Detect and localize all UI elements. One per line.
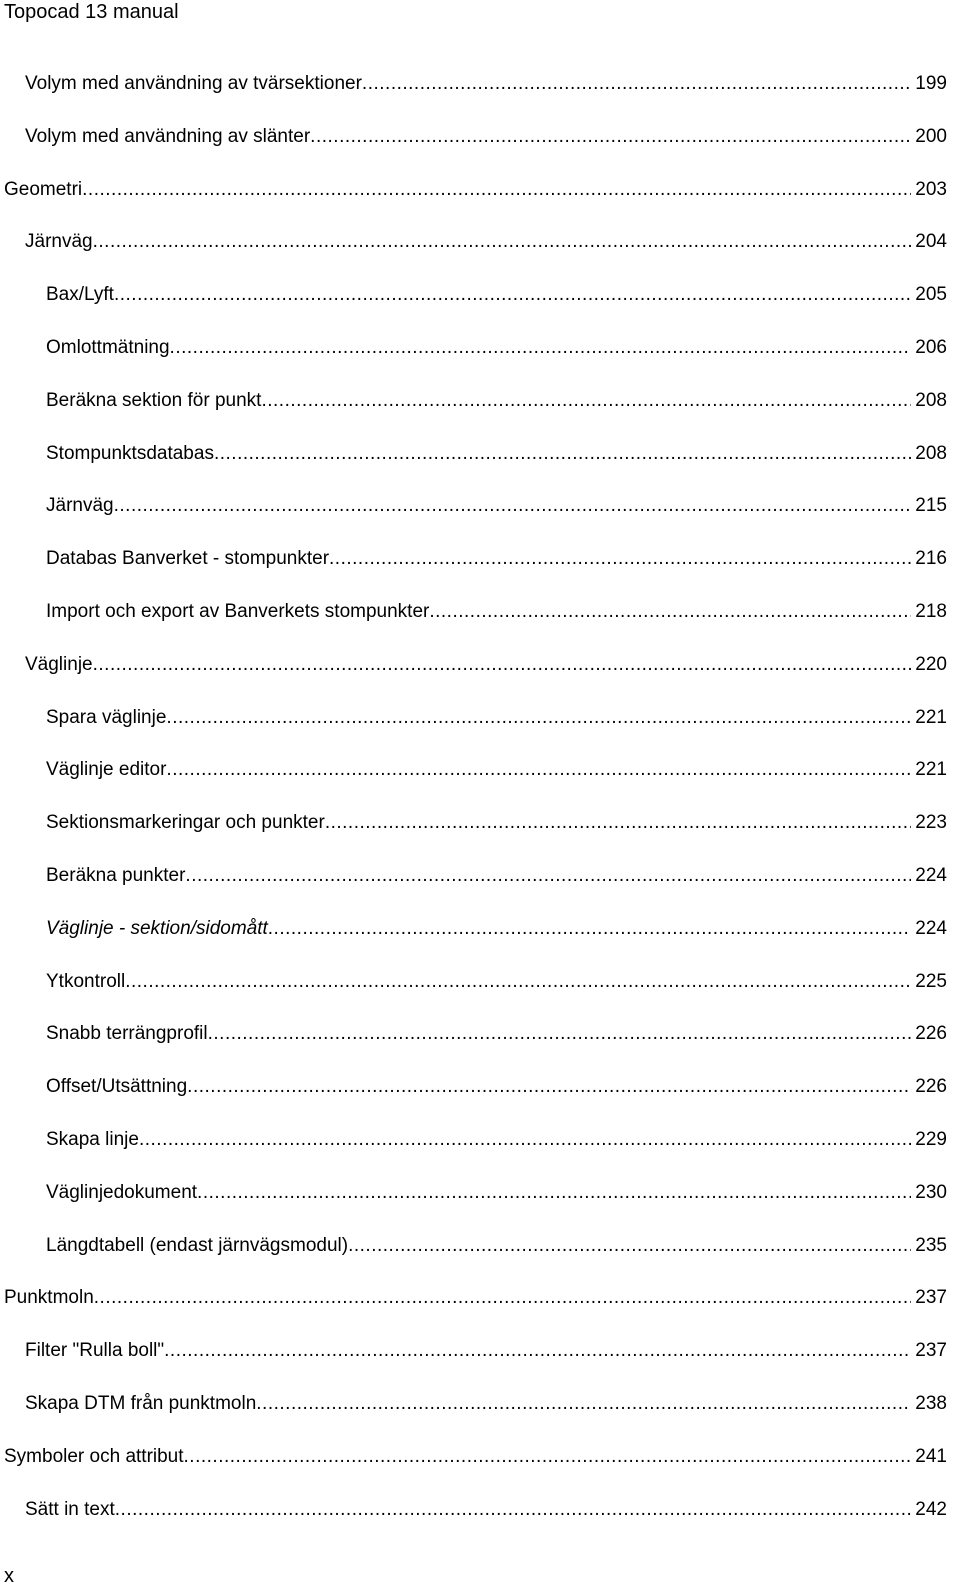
toc-entry-title: Sektionsmarkeringar och punkter [46, 812, 325, 833]
toc-entry[interactable] [46, 915, 947, 943]
toc-entry-title: Volym med användning av tvärsektioner [25, 73, 362, 94]
toc-entry-title: Omlottmätning [46, 337, 170, 358]
toc-entry[interactable] [46, 1020, 947, 1048]
toc-entry[interactable] [46, 862, 947, 890]
toc-entry-title: Väglinjedokument [46, 1182, 198, 1203]
toc-entry-page-number: 218 [915, 601, 947, 622]
toc-entry[interactable] [46, 440, 947, 468]
toc-entry-title: Väglinje editor [46, 759, 167, 780]
toc-entry-title: Skapa DTM från punktmoln [25, 1393, 257, 1414]
toc-entry[interactable] [25, 1390, 947, 1418]
toc-entry-page-number: 216 [915, 548, 947, 569]
toc-entry[interactable] [46, 598, 947, 626]
toc-entry-title: Volym med användning av slänter [25, 126, 311, 147]
toc-entry[interactable] [46, 1073, 947, 1101]
toc-entry-title: Beräkna punkter [46, 865, 186, 886]
toc-entry-page-number: 226 [915, 1023, 947, 1044]
toc-entry-title: Geometri [4, 179, 83, 200]
toc-dot-leader [93, 228, 912, 256]
toc-entry-page-number: 221 [915, 759, 947, 780]
toc-entry[interactable] [46, 756, 947, 784]
toc-entry-page-number: 200 [915, 126, 947, 147]
toc-entry-title: Offset/Utsättning [46, 1076, 188, 1097]
toc-entry[interactable] [25, 1496, 947, 1524]
toc-entry-title: Järnväg [25, 231, 93, 252]
toc-entry-title: Symboler och attribut [4, 1446, 184, 1467]
toc-entry[interactable] [46, 1179, 947, 1207]
toc-entry-title: Spara väglinje [46, 707, 167, 728]
toc-entry-title: Väglinje [25, 654, 93, 675]
toc-entry-title: Punktmoln [4, 1287, 94, 1308]
toc-entry-page-number: 208 [915, 390, 947, 411]
toc-dot-leader [256, 1390, 911, 1418]
toc-entry-page-number: 238 [915, 1393, 947, 1414]
toc-entry[interactable] [46, 545, 947, 573]
toc-entry[interactable] [46, 492, 947, 520]
toc-dot-leader [325, 809, 911, 837]
toc-entry-title: Järnväg [46, 495, 114, 516]
toc-entry-page-number: 220 [915, 654, 947, 675]
toc-entry[interactable] [4, 1443, 947, 1471]
toc-entry[interactable] [25, 1337, 947, 1365]
toc-entry-page-number: 241 [915, 1446, 947, 1467]
toc-entry-page-number: 230 [915, 1182, 947, 1203]
toc-entry-page-number: 205 [915, 284, 947, 305]
toc-entry-page-number: 208 [915, 443, 947, 464]
toc-entry-page-number: 226 [915, 1076, 947, 1097]
toc-entry-page-number: 224 [915, 865, 947, 886]
toc-entry[interactable] [46, 281, 947, 309]
toc-entry-page-number: 199 [915, 73, 947, 94]
toc-entry-page-number: 215 [915, 495, 947, 516]
toc-entry-page-number: 223 [915, 812, 947, 833]
toc-entry-page-number: 229 [915, 1129, 947, 1150]
toc-entry-title: Beräkna sektion för punkt [46, 390, 262, 411]
toc-dot-leader [348, 1232, 911, 1260]
toc-entry-page-number: 237 [915, 1287, 947, 1308]
toc-dot-leader [187, 1073, 911, 1101]
toc-dot-leader [166, 756, 911, 784]
toc-entry-title: Import och export av Banverkets stompunkter [46, 601, 430, 622]
toc-dot-leader [114, 281, 911, 309]
toc-dot-leader [184, 1443, 912, 1471]
toc-entry-title: Databas Banverket - stompunkter [46, 548, 330, 569]
toc-dot-leader [329, 545, 911, 573]
toc-entry-page-number: 242 [915, 1499, 947, 1520]
toc-entry-title: Väglinje - sektion/sidomått [46, 918, 268, 939]
toc-dot-leader [94, 1284, 912, 1312]
toc-dot-leader [139, 1126, 911, 1154]
toc-entry-page-number: 221 [915, 707, 947, 728]
toc-dot-leader [429, 598, 911, 626]
toc-entry[interactable] [4, 176, 947, 204]
toc-entry[interactable] [25, 123, 947, 151]
toc-entry[interactable] [25, 228, 947, 256]
toc-dot-leader [208, 1020, 912, 1048]
toc-dot-leader [166, 704, 911, 732]
toc-entry-page-number: 235 [915, 1235, 947, 1256]
page-header-title: Topocad 13 manual [4, 1, 179, 23]
toc-entry-page-number: 237 [915, 1340, 947, 1361]
toc-entry-title: Bax/Lyft [46, 284, 114, 305]
toc-dot-leader [310, 123, 911, 151]
toc-dot-leader [362, 70, 911, 98]
toc-dot-leader [185, 862, 911, 890]
toc-entry[interactable] [25, 70, 947, 98]
toc-entry[interactable] [46, 1232, 947, 1260]
toc-dot-leader [261, 387, 911, 415]
toc-dot-leader [82, 176, 911, 204]
toc-entry-title: Stompunktsdatabas [46, 443, 214, 464]
toc-entry[interactable] [46, 387, 947, 415]
toc-dot-leader [197, 1179, 911, 1207]
toc-entry-title: Sätt in text [25, 1499, 115, 1520]
toc-entry-page-number: 204 [915, 231, 947, 252]
page-number: x [4, 1565, 14, 1587]
toc-dot-leader [115, 1496, 912, 1524]
toc-dot-leader [125, 968, 911, 996]
toc-entry-title: Ytkontroll [46, 971, 126, 992]
toc-entry-page-number: 224 [915, 918, 947, 939]
toc-entry-title: Längdtabell (endast järnvägsmodul) [46, 1235, 349, 1256]
toc-entry[interactable] [25, 651, 947, 679]
toc-dot-leader [268, 915, 912, 943]
toc-entry[interactable] [4, 1284, 947, 1312]
toc-entry[interactable] [46, 334, 947, 362]
toc-entry-page-number: 225 [915, 971, 947, 992]
toc-entry-page-number: 203 [915, 179, 947, 200]
toc-entry-title: Snabb terrängprofil [46, 1023, 208, 1044]
toc-dot-leader [164, 1337, 911, 1365]
toc-entry-title: Skapa linje [46, 1129, 139, 1150]
toc-dot-leader [214, 440, 911, 468]
toc-entry[interactable] [46, 704, 947, 732]
toc-entry[interactable] [46, 968, 947, 996]
toc-dot-leader [170, 334, 912, 362]
toc-dot-leader [93, 651, 912, 679]
toc-entry-title: Filter "Rulla boll" [25, 1340, 165, 1361]
toc-dot-leader [114, 492, 912, 520]
toc-entry-page-number: 206 [915, 337, 947, 358]
toc-entry[interactable] [46, 809, 947, 837]
toc-entry[interactable] [46, 1126, 947, 1154]
